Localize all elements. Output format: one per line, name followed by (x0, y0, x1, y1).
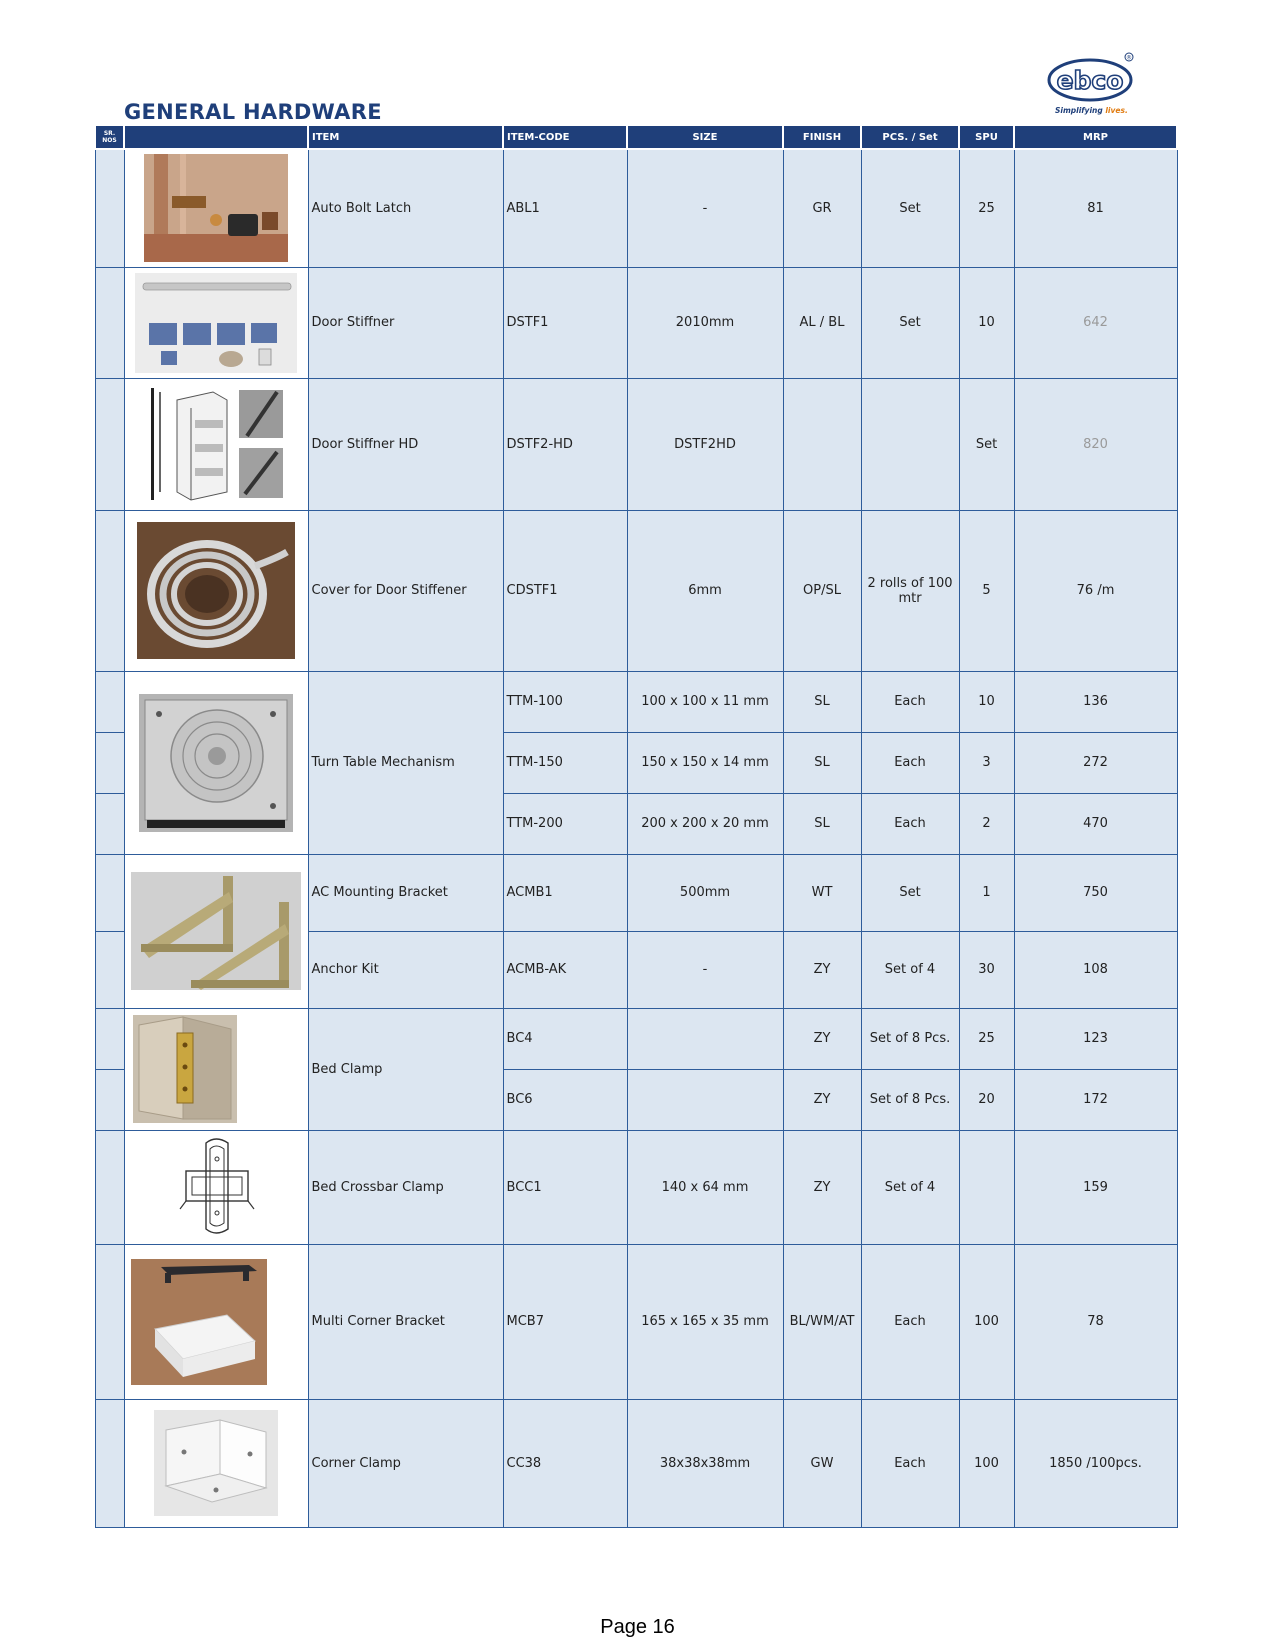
item-pcs: Set of 8 Pcs. (861, 1008, 959, 1069)
table-row (95, 378, 1177, 510)
bed-crossbar-clamp-drawing (166, 1135, 266, 1239)
sl-cell (95, 1008, 124, 1069)
corner-clamp-photo (154, 1410, 278, 1516)
item-mrp: 123 (1014, 1008, 1177, 1069)
sl-cell (95, 1399, 124, 1527)
item-finish: ZY (783, 1069, 861, 1130)
sl-cell (95, 149, 124, 267)
table-row (95, 1008, 1177, 1069)
page-title: GENERAL HARDWARE (124, 100, 382, 124)
sl-cell (95, 1069, 124, 1130)
table-row (95, 1244, 1177, 1399)
item-size: 100 x 100 x 11 mm (627, 671, 783, 732)
item-name: Cover for Door Stiffener (308, 510, 503, 671)
col-spu: SPU (959, 125, 1014, 149)
item-code: TTM-100 (503, 671, 627, 732)
item-pcs: Set of 4 (861, 1130, 959, 1244)
item-code: BC6 (503, 1069, 627, 1130)
item-mrp: 470 (1014, 793, 1177, 854)
col-item-code: ITEM-CODE (503, 125, 627, 149)
sl-cell (95, 671, 124, 732)
item-size: DSTF2HD (627, 378, 783, 510)
item-pcs: Each (861, 1399, 959, 1527)
col-item: ITEM (308, 125, 503, 149)
item-finish: OP/SL (783, 510, 861, 671)
item-spu: 25 (959, 1008, 1014, 1069)
item-code: DSTF2-HD (503, 378, 627, 510)
item-size (627, 1069, 783, 1130)
item-code: DSTF1 (503, 267, 627, 378)
item-spu: 5 (959, 510, 1014, 671)
product-image-cell (124, 510, 308, 671)
table-row (95, 149, 1177, 267)
registered-mark: ® (1126, 54, 1132, 62)
item-pcs: Each (861, 671, 959, 732)
item-pcs (861, 378, 959, 510)
item-spu: 1 (959, 854, 1014, 931)
item-mrp: 76 /m (1014, 510, 1177, 671)
item-spu: 10 (959, 267, 1014, 378)
item-code: CC38 (503, 1399, 627, 1527)
item-mrp: 136 (1014, 671, 1177, 732)
product-image-cell (124, 1130, 308, 1244)
col-pcs: PCS. / Set (861, 125, 959, 149)
sl-cell (95, 1244, 124, 1399)
item-pcs: Set (861, 267, 959, 378)
item-mrp: 108 (1014, 931, 1177, 1008)
product-image-cell (124, 1399, 308, 1527)
ac-mounting-bracket-photo (131, 872, 301, 990)
item-size: - (627, 931, 783, 1008)
item-mrp: 1850 /100pcs. (1014, 1399, 1177, 1527)
item-size: 140 x 64 mm (627, 1130, 783, 1244)
item-finish: WT (783, 854, 861, 931)
item-size: 500mm (627, 854, 783, 931)
item-code: ACMB-AK (503, 931, 627, 1008)
item-size: 165 x 165 x 35 mm (627, 1244, 783, 1399)
item-size: 6mm (627, 510, 783, 671)
col-sl: SR. NOS (95, 125, 124, 149)
item-code: ABL1 (503, 149, 627, 267)
product-image-cell (124, 267, 308, 378)
item-name: Multi Corner Bracket (308, 1244, 503, 1399)
table-row (95, 1130, 1177, 1244)
item-finish: ZY (783, 931, 861, 1008)
item-mrp: 172 (1014, 1069, 1177, 1130)
item-spu: 2 (959, 793, 1014, 854)
item-code: CDSTF1 (503, 510, 627, 671)
item-name: Turn Table Mechanism (308, 671, 503, 854)
door-stiffner-photo (135, 273, 297, 373)
item-pcs: Each (861, 793, 959, 854)
turn-table-photo (139, 694, 293, 832)
table-row (95, 510, 1177, 671)
item-name: Bed Clamp (308, 1008, 503, 1130)
bed-clamp-photo (133, 1015, 237, 1123)
item-name: Door Stiffner (308, 267, 503, 378)
item-finish: GW (783, 1399, 861, 1527)
item-finish: AL / BL (783, 267, 861, 378)
item-mrp: 642 (1014, 267, 1177, 378)
product-image-cell (124, 1008, 308, 1130)
product-image-cell (124, 378, 308, 510)
item-size: - (627, 149, 783, 267)
table-row (95, 267, 1177, 378)
item-pcs: 2 rolls of 100 mtr (861, 510, 959, 671)
item-size: 200 x 200 x 20 mm (627, 793, 783, 854)
item-size (627, 1008, 783, 1069)
product-image-cell (124, 854, 308, 1008)
item-pcs: Set (861, 149, 959, 267)
door-stiffner-hd-photo (141, 382, 291, 506)
item-code: MCB7 (503, 1244, 627, 1399)
item-finish: BL/WM/AT (783, 1244, 861, 1399)
item-code: BCC1 (503, 1130, 627, 1244)
item-code: TTM-200 (503, 793, 627, 854)
item-finish: SL (783, 793, 861, 854)
table-row (95, 671, 1177, 732)
item-size: 38x38x38mm (627, 1399, 783, 1527)
multi-corner-bracket-photo (131, 1259, 267, 1385)
item-spu: Set (959, 378, 1014, 510)
item-spu: 100 (959, 1399, 1014, 1527)
page-number: Page 16 (600, 1616, 675, 1638)
col-mrp: MRP (1014, 125, 1177, 149)
item-name: AC Mounting Bracket (308, 854, 503, 931)
item-mrp: 159 (1014, 1130, 1177, 1244)
sl-cell (95, 732, 124, 793)
sl-cell (95, 931, 124, 1008)
item-spu: 30 (959, 931, 1014, 1008)
item-mrp: 750 (1014, 854, 1177, 931)
logo-wordmark: ebco (1056, 66, 1124, 95)
sl-cell (95, 378, 124, 510)
sl-cell (95, 1130, 124, 1244)
item-mrp: 78 (1014, 1244, 1177, 1399)
item-finish: ZY (783, 1130, 861, 1244)
cover-door-stiffener-photo (137, 522, 295, 659)
item-code: BC4 (503, 1008, 627, 1069)
item-code: TTM-150 (503, 732, 627, 793)
sl-cell (95, 267, 124, 378)
sl-cell (95, 793, 124, 854)
table-row (95, 854, 1177, 931)
item-spu: 25 (959, 149, 1014, 267)
item-size: 2010mm (627, 267, 783, 378)
table-header-row (95, 125, 1177, 149)
item-finish: SL (783, 671, 861, 732)
auto-bolt-latch-photo (144, 154, 288, 262)
item-finish: SL (783, 732, 861, 793)
col-size: SIZE (627, 125, 783, 149)
hardware-table (94, 124, 1178, 1528)
item-size: 150 x 150 x 14 mm (627, 732, 783, 793)
item-name: Corner Clamp (308, 1399, 503, 1527)
item-name: Auto Bolt Latch (308, 149, 503, 267)
logo-tagline: Simplifying lives. (1055, 106, 1128, 115)
item-pcs: Each (861, 1244, 959, 1399)
item-name: Anchor Kit (308, 931, 503, 1008)
item-mrp: 272 (1014, 732, 1177, 793)
item-pcs: Each (861, 732, 959, 793)
item-finish (783, 378, 861, 510)
item-pcs: Set (861, 854, 959, 931)
item-spu: 100 (959, 1244, 1014, 1399)
item-mrp: 81 (1014, 149, 1177, 267)
item-spu: 3 (959, 732, 1014, 793)
col-image (124, 125, 308, 149)
item-pcs: Set of 4 (861, 931, 959, 1008)
item-name: Bed Crossbar Clamp (308, 1130, 503, 1244)
item-spu: 10 (959, 671, 1014, 732)
item-pcs: Set of 8 Pcs. (861, 1069, 959, 1130)
item-finish: ZY (783, 1008, 861, 1069)
item-mrp: 820 (1014, 378, 1177, 510)
product-image-cell (124, 149, 308, 267)
col-finish: FINISH (783, 125, 861, 149)
item-spu: 20 (959, 1069, 1014, 1130)
item-spu (959, 1130, 1014, 1244)
product-image-cell (124, 1244, 308, 1399)
item-name: Door Stiffner HD (308, 378, 503, 510)
table-row (95, 1399, 1177, 1527)
item-code: ACMB1 (503, 854, 627, 931)
sl-cell (95, 510, 124, 671)
item-finish: GR (783, 149, 861, 267)
sl-cell (95, 854, 124, 931)
product-image-cell (124, 671, 308, 854)
